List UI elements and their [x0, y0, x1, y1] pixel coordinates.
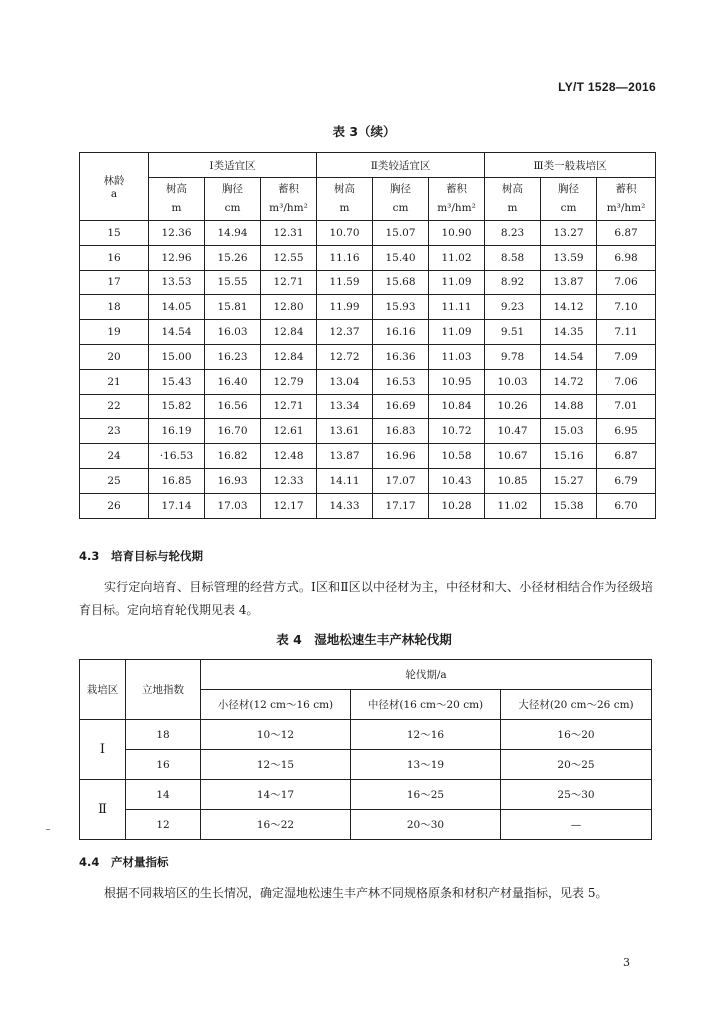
paragraph: 根据不同栽培区的生长情况，确定湿地松速生丰产林不同规格原条和材积产材量指标，见表 5。: [104, 886, 608, 900]
standard-number: LY/T 1528—2016: [558, 80, 656, 94]
table-cell: 16.19: [149, 419, 205, 444]
table-cell: 6.79: [597, 468, 656, 493]
table-cell: 14.72: [541, 369, 597, 394]
table-cell: 15.38: [541, 493, 597, 518]
table-cell: 11.59: [317, 270, 373, 295]
table-cell: 12.71: [261, 394, 317, 419]
column-header: [597, 178, 656, 221]
site-header: 立地指数: [126, 660, 201, 720]
table-row: [80, 394, 656, 419]
table-cell: 11.99: [317, 295, 373, 320]
table-cell: 16.53: [373, 369, 429, 394]
table-cell: 14.33: [317, 493, 373, 518]
table-cell: 16.69: [373, 394, 429, 419]
table-cell: 15.40: [373, 245, 429, 270]
table-cell: 10.85: [485, 468, 541, 493]
table-cell: 12～15: [201, 750, 351, 780]
table-cell: 14.54: [149, 320, 205, 345]
table-cell: 16.23: [205, 344, 261, 369]
table-cell: 8.92: [485, 270, 541, 295]
table-cell: 15.82: [149, 394, 205, 419]
table-cell: 16.16: [373, 320, 429, 345]
table-cell: 16: [126, 750, 201, 780]
table-cell: 11.09: [429, 320, 485, 345]
table-cell: 14: [126, 780, 201, 810]
table-cell: 6.70: [597, 493, 656, 518]
table-cell: 6.98: [597, 245, 656, 270]
table-row: [80, 320, 656, 345]
table-cell: 12: [126, 810, 201, 840]
column-header-label: 树高: [502, 183, 524, 195]
table-cell: 14～17: [201, 780, 351, 810]
table-cell: 14.35: [541, 320, 597, 345]
table-cell: 16～25: [351, 780, 501, 810]
table-cell: 10.72: [429, 419, 485, 444]
column-header-unit: m³/hm²: [606, 202, 646, 214]
column-header-unit: m³/hm²: [437, 202, 476, 214]
section-number: 4.4: [79, 855, 100, 869]
column-header-unit: cm: [392, 202, 409, 214]
table-cell: 10.67: [485, 444, 541, 469]
table-cell: 16.40: [205, 369, 261, 394]
table-cell: 10.95: [429, 369, 485, 394]
table-cell: 17.03: [205, 493, 261, 518]
table-cell: 15.27: [541, 468, 597, 493]
age-cell: 25: [80, 468, 149, 493]
table-cell: 7.10: [597, 295, 656, 320]
table-cell: 14.54: [541, 344, 597, 369]
table-cell: 14.94: [205, 221, 261, 246]
age-cell: 20: [80, 344, 149, 369]
column-header-label: 蓄积: [615, 183, 637, 195]
table-cell: 13.27: [541, 221, 597, 246]
age-cell: 18: [80, 295, 149, 320]
table-cell: 15.93: [373, 295, 429, 320]
column-header: [541, 178, 597, 221]
class-header: 大径材(20 cm～26 cm): [501, 690, 652, 720]
table-cell: 6.87: [597, 444, 656, 469]
zone-cell: Ⅱ: [80, 780, 126, 840]
group-header: Ⅲ类一般栽培区: [485, 153, 656, 178]
table-row: [80, 221, 656, 246]
table-cell: 13.04: [317, 369, 373, 394]
table-cell: 20～25: [501, 750, 652, 780]
table-row: [80, 419, 656, 444]
column-header-label: 树高: [166, 183, 187, 195]
table-row: [80, 444, 656, 469]
column-header: [205, 178, 261, 221]
column-header-label: 蓄积: [446, 183, 468, 195]
table-cell: 7.09: [597, 344, 656, 369]
age-header-unit: a: [110, 188, 118, 200]
zone-header: 栽培区: [80, 660, 126, 720]
table-cell: 10.70: [317, 221, 373, 246]
column-header-label: 胸径: [390, 183, 411, 195]
table-cell: 11.11: [429, 295, 485, 320]
margin-mark: [46, 829, 50, 830]
table-cell: 9.51: [485, 320, 541, 345]
table-cell: 6.87: [597, 221, 656, 246]
table-row: [80, 369, 656, 394]
section-title: 培育目标与轮伐期: [111, 549, 203, 563]
table-cell: 12.36: [149, 221, 205, 246]
table-cell: 8.58: [485, 245, 541, 270]
table-cell: 15.68: [373, 270, 429, 295]
column-header-unit: cm: [224, 202, 241, 214]
table-cell: 11.09: [429, 270, 485, 295]
table-cell: —: [501, 810, 652, 840]
table-row: [80, 270, 656, 295]
age-cell: 16: [80, 245, 149, 270]
table-cell: 17.17: [373, 493, 429, 518]
table-cell: 13～19: [351, 750, 501, 780]
table-cell: 16～22: [201, 810, 351, 840]
table-cell: 16.56: [205, 394, 261, 419]
table-cell: 16.83: [373, 419, 429, 444]
table-cell: 13.34: [317, 394, 373, 419]
table-cell: 10.47: [485, 419, 541, 444]
period-header: 轮伐期/a: [201, 660, 652, 690]
table-cell: 10.90: [429, 221, 485, 246]
table4: [79, 659, 652, 840]
table-cell: 15.26: [205, 245, 261, 270]
table-cell: 10.43: [429, 468, 485, 493]
table-cell: 12.17: [261, 493, 317, 518]
table-cell: 9.78: [485, 344, 541, 369]
table-cell: 16.03: [205, 320, 261, 345]
table-cell: 13.53: [149, 270, 205, 295]
age-cell: 17: [80, 270, 149, 295]
column-header: [317, 178, 373, 221]
column-header: [373, 178, 429, 221]
table-cell: 20～30: [351, 810, 501, 840]
table-cell: 12.61: [261, 419, 317, 444]
table-cell: 10.03: [485, 369, 541, 394]
column-header-unit: m³/hm²: [269, 202, 308, 214]
section-4-4: [79, 854, 169, 870]
age-cell: 19: [80, 320, 149, 345]
column-header-label: 树高: [334, 183, 355, 195]
table-cell: 13.87: [541, 270, 597, 295]
table-cell: 25～30: [501, 780, 652, 810]
age-cell: 26: [80, 493, 149, 518]
age-cell: 24: [80, 444, 149, 469]
table-cell: 18: [126, 720, 201, 750]
table-cell: 16.82: [205, 444, 261, 469]
table-cell: 16.93: [205, 468, 261, 493]
table-cell: 15.43: [149, 369, 205, 394]
table-cell: 17.07: [373, 468, 429, 493]
table-cell: 12.80: [261, 295, 317, 320]
section-number: 4.3: [79, 549, 100, 563]
table-cell: 13.61: [317, 419, 373, 444]
column-header: [149, 178, 205, 221]
table-cell: 14.12: [541, 295, 597, 320]
class-header: 中径材(16 cm～20 cm): [351, 690, 501, 720]
table-row: [80, 245, 656, 270]
table-cell: 13.87: [317, 444, 373, 469]
column-header-label: 蓄积: [278, 183, 299, 195]
zone-cell: Ⅰ: [80, 720, 126, 780]
column-header-unit: m: [171, 202, 182, 214]
table-row: [80, 295, 656, 320]
class-header: 小径材(12 cm～16 cm): [201, 690, 351, 720]
table-cell: 10.28: [429, 493, 485, 518]
table3-caption: 表 3（续）: [332, 124, 396, 139]
table-cell: 7.11: [597, 320, 656, 345]
column-header-unit: m: [339, 202, 350, 214]
group-header: Ⅱ类较适宜区: [317, 153, 485, 178]
table-cell: 15.16: [541, 444, 597, 469]
table-cell: 11.02: [485, 493, 541, 518]
table-cell: 11.16: [317, 245, 373, 270]
table-cell: 12.31: [261, 221, 317, 246]
age-cell: 15: [80, 221, 149, 246]
column-header: [261, 178, 317, 221]
column-header-label: 胸径: [222, 183, 243, 195]
table-cell: 10.84: [429, 394, 485, 419]
table-cell: 16.85: [149, 468, 205, 493]
section-4-3: [79, 548, 203, 564]
age-cell: 23: [80, 419, 149, 444]
age-header: [80, 153, 149, 221]
age-cell: 22: [80, 394, 149, 419]
table-cell: 17.14: [149, 493, 205, 518]
table-cell: 14.88: [541, 394, 597, 419]
table-cell: 10.26: [485, 394, 541, 419]
table-cell: 10～12: [201, 720, 351, 750]
table-cell: 16.96: [373, 444, 429, 469]
column-header-unit: m: [507, 202, 518, 214]
table-cell: 16.36: [373, 344, 429, 369]
table-cell: 9.23: [485, 295, 541, 320]
table-cell: 15.03: [541, 419, 597, 444]
table-cell: 8.23: [485, 221, 541, 246]
table-cell: 16.70: [205, 419, 261, 444]
column-header-unit: cm: [560, 202, 577, 214]
table-cell: 12.33: [261, 468, 317, 493]
table-cell: 16～20: [501, 720, 652, 750]
table-cell: 12.72: [317, 344, 373, 369]
table-cell: 10.58: [429, 444, 485, 469]
column-header-label: 胸径: [558, 183, 580, 195]
table-row: [80, 344, 656, 369]
table-cell: 12.48: [261, 444, 317, 469]
table-cell: 7.06: [597, 369, 656, 394]
column-header: [485, 178, 541, 221]
table-cell: 15.81: [205, 295, 261, 320]
table-cell: 15.55: [205, 270, 261, 295]
table-cell: 12.55: [261, 245, 317, 270]
paragraph: 实行定向培育、目标管理的经营方式。Ⅰ区和Ⅱ区以中径材为主，中径材和大、小径材相结合作为径级培育目标。定向培育轮伐期见表 4。: [79, 580, 653, 617]
table-cell: 11.02: [429, 245, 485, 270]
table-cell: 12.84: [261, 320, 317, 345]
column-header: [429, 178, 485, 221]
table-cell: 15.00: [149, 344, 205, 369]
table-cell: 12.96: [149, 245, 205, 270]
table-cell: 12～16: [351, 720, 501, 750]
table-cell: 12.71: [261, 270, 317, 295]
page-number: 3: [623, 956, 630, 969]
table4-caption: 表 4 湿地松速生丰产林轮伐期: [276, 632, 452, 647]
table-cell: 15.07: [373, 221, 429, 246]
group-header: Ⅰ类适宜区: [149, 153, 317, 178]
table-cell: 11.03: [429, 344, 485, 369]
section-title: 产材量指标: [111, 855, 169, 869]
table-cell: 14.05: [149, 295, 205, 320]
table-row: [80, 468, 656, 493]
table-cell: 12.37: [317, 320, 373, 345]
table-cell: ·16.53: [149, 444, 205, 469]
table-cell: 7.01: [597, 394, 656, 419]
table-cell: 13.59: [541, 245, 597, 270]
table-row: [80, 493, 656, 518]
age-header-label: 林龄: [103, 175, 125, 187]
table-cell: 14.11: [317, 468, 373, 493]
table-cell: 6.95: [597, 419, 656, 444]
table-cell: 12.79: [261, 369, 317, 394]
table-cell: 12.84: [261, 344, 317, 369]
table3: [79, 152, 656, 519]
age-cell: 21: [80, 369, 149, 394]
table-cell: 7.06: [597, 270, 656, 295]
